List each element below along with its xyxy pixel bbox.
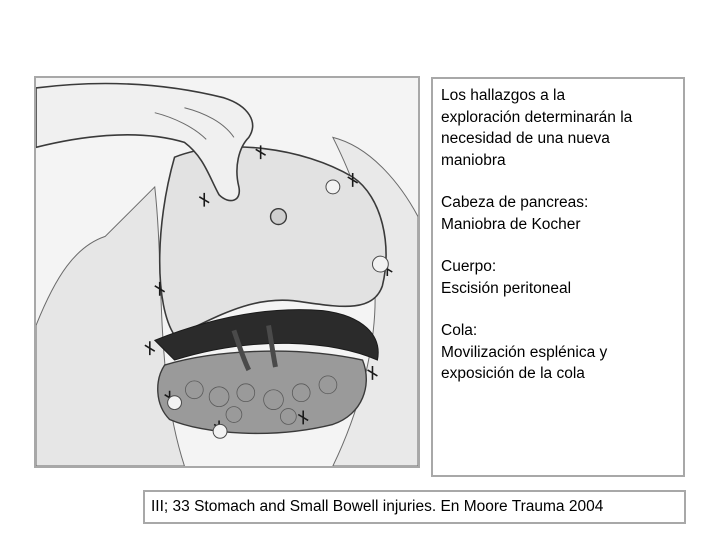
tail-paragraph: Cola: Movilización esplénica y exposición de la cola — [441, 322, 608, 382]
head-paragraph: Cabeza de pancreas: Maniobra de Kocher — [441, 194, 589, 233]
surgical-illustration — [34, 76, 420, 468]
citation-box: III; 33 Stomach and Small Bowell injuries. En Moore Trauma 2004 — [143, 490, 686, 524]
stomach-mark — [271, 209, 287, 225]
body-paragraph: Cuerpo: Escisión peritoneal — [441, 258, 572, 297]
illustration-drawing — [36, 78, 418, 466]
pancreas — [158, 351, 367, 433]
retracting-hand — [36, 84, 253, 201]
intro-paragraph: Los hallazgos a la exploración determinarán la necesidad de una nueva maniobra — [441, 87, 633, 169]
notes-text-box — [431, 77, 685, 477]
